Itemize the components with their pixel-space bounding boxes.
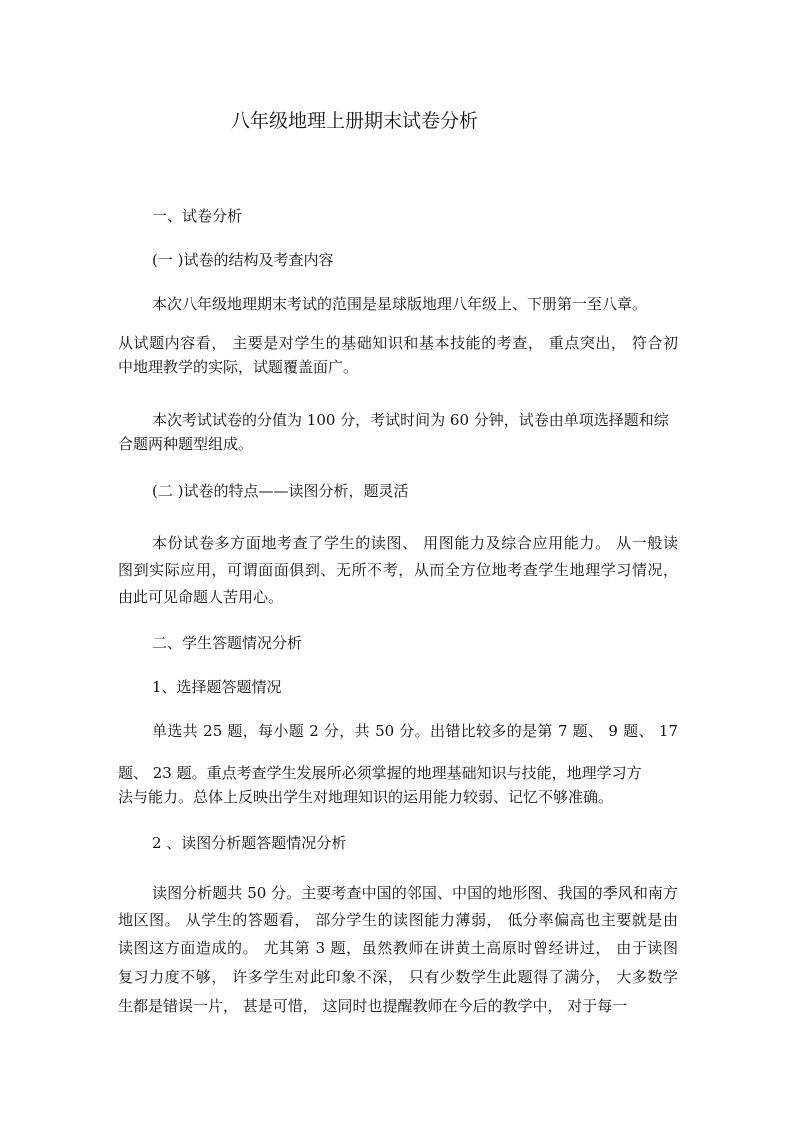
subsection-heading-2-2: 2 、读图分析题答题情况分析: [152, 834, 347, 852]
section-heading-2: 二、学生答题情况分析: [152, 634, 303, 652]
section-heading-1: 一、试卷分析: [152, 207, 243, 225]
subsection-heading-2-1: 1、选择题答题情况: [152, 678, 282, 696]
document-title: 八年级地理上册期末试卷分析: [231, 110, 479, 132]
paragraph-line: 图到实际应用，可谓面面俱到、无所不考，从而全方位地考查学生地理学习情况，: [118, 561, 678, 579]
paragraph-line: 本份试卷多方面地考查了学生的读图、 用图能力及综合应用能力。 从一般读: [152, 534, 678, 552]
paragraph-line: 题、 23 题。重点考查学生发展所必须掌握的地理基础知识与技能，地理学习方: [118, 764, 642, 782]
paragraph-line: 从试题内容看， 主要是对学生的基础知识和基本技能的考查， 重点突出， 符合初: [118, 334, 678, 352]
paragraph-line: 读图这方面造成的。 尤其第 3 题，虽然教师在讲黄土高原时曾经讲过， 由于读图: [118, 939, 678, 957]
subsection-heading-1-1: (一 )试卷的结构及考查内容: [152, 251, 334, 269]
paragraph-line: 读图分析题共 50 分。主要考查中国的邻国、中国的地形图、我国的季风和南方: [152, 884, 678, 902]
paragraph-line: 复习力度不够， 许多学生对此印象不深， 只有少数学生此题得了满分， 大多数学: [118, 968, 678, 986]
paragraph-line: 法与能力。总体上反映出学生对地理知识的运用能力较弱、记忆不够准确。: [118, 788, 614, 806]
paragraph-line: 由此可见命题人苦用心。: [118, 588, 284, 606]
paragraph-line: 单选共 25 题，每小题 2 分，共 50 分。出错比较多的是第 7 题、 9 题、 17: [152, 722, 678, 740]
paragraph-line: 本次八年级地理期末考试的范围是星球版地理八年级上、下册第一至八章。: [152, 295, 648, 313]
paragraph-line: 生都是错误一片， 甚是可惜， 这同时也提醒教师在今后的教学中， 对于每一: [118, 997, 628, 1015]
paragraph-line: 地区图。 从学生的答题看， 部分学生的读图能力薄弱， 低分率偏高也主要就是由: [118, 911, 678, 929]
paragraph-line: 本次考试试卷的分值为 100 分，考试时间为 60 分钟，试卷由单项选择题和综: [152, 411, 669, 429]
paragraph-line: 中地理教学的实际，试题覆盖面广。: [118, 358, 359, 376]
paragraph-line: 合题两种题型组成。: [118, 435, 254, 453]
subsection-heading-1-2: (二 )试卷的特点——读图分析，题灵活: [152, 482, 409, 500]
